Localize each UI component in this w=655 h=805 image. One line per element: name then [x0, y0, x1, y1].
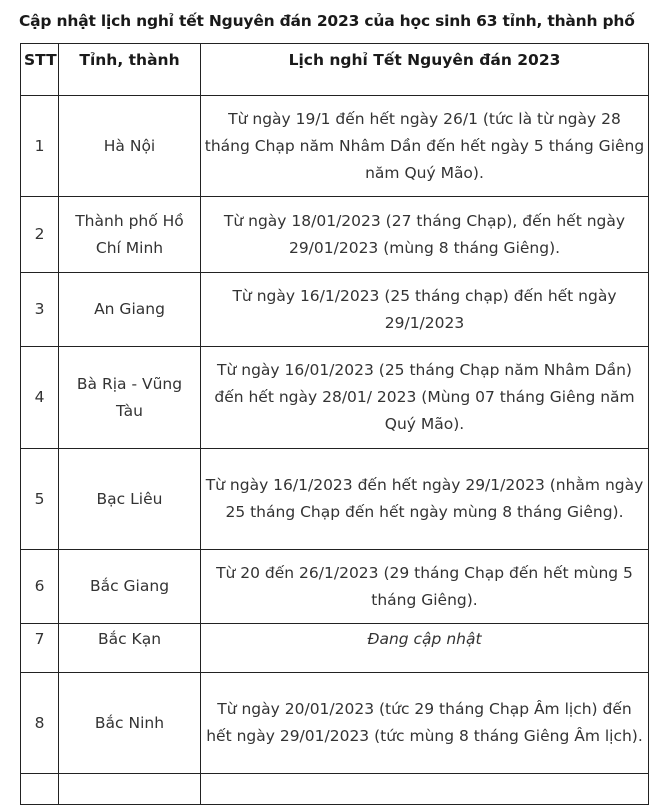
cell-province: Thành phố Hồ Chí Minh: [59, 197, 201, 273]
cell-schedule: Từ ngày 19/1 đến hết ngày 26/1 (tức là từ ngày 28 tháng Chạp năm Nhâm Dần đến hết ngày 5 tháng Giêng năm Quý Mão).: [201, 96, 649, 197]
cell-schedule-pending: Đang cập nhật: [201, 624, 649, 673]
header-province: Tỉnh, thành: [59, 44, 201, 96]
cell-schedule: Từ 20 đến 26/1/2023 (29 tháng Chạp đến hết mùng 5 tháng Giêng).: [201, 550, 649, 624]
cell-province: Bạc Liêu: [59, 449, 201, 550]
holiday-schedule-table: [20, 43, 649, 805]
cell-schedule: Từ ngày 16/1/2023 (25 tháng chạp) đến hết ngày 29/1/2023: [201, 273, 649, 347]
cell-schedule: Từ ngày 16/1/2023 đến hết ngày 29/1/2023 (nhằm ngày 25 tháng Chạp đến hết ngày mùng 8 tháng Giêng).: [201, 449, 649, 550]
cell-stt: 7: [21, 624, 59, 673]
cell-schedule: [201, 774, 649, 805]
table-row: [21, 449, 649, 550]
cell-schedule: Từ ngày 18/01/2023 (27 tháng Chạp), đến hết ngày 29/01/2023 (mùng 8 tháng Giêng).: [201, 197, 649, 273]
cell-stt: 1: [21, 96, 59, 197]
table-row: [21, 197, 649, 273]
header-stt: STT: [21, 44, 59, 96]
table-row: [21, 347, 649, 449]
cell-stt: 5: [21, 449, 59, 550]
cell-stt: 6: [21, 550, 59, 624]
table-row: [21, 96, 649, 197]
cell-province: Bà Rịa - Vũng Tàu: [59, 347, 201, 449]
cell-province: An Giang: [59, 273, 201, 347]
table-row: [21, 550, 649, 624]
cell-stt: 4: [21, 347, 59, 449]
cell-province: Bắc Ninh: [59, 673, 201, 774]
cell-stt: [21, 774, 59, 805]
table-row: [21, 673, 649, 774]
cell-stt: 2: [21, 197, 59, 273]
cell-schedule: Từ ngày 20/01/2023 (tức 29 tháng Chạp Âm lịch) đến hết ngày 29/01/2023 (tức mùng 8 tháng Giêng Âm lịch).: [201, 673, 649, 774]
header-schedule: Lịch nghỉ Tết Nguyên đán 2023: [201, 44, 649, 96]
table-header-row: [21, 44, 649, 96]
table-row: [21, 273, 649, 347]
table-row: [21, 774, 649, 805]
cell-schedule: Từ ngày 16/01/2023 (25 tháng Chạp năm Nhâm Dần) đến hết ngày 28/01/ 2023 (Mùng 07 tháng Giêng năm Quý Mão).: [201, 347, 649, 449]
cell-stt: 3: [21, 273, 59, 347]
cell-province: [59, 774, 201, 805]
cell-stt: 8: [21, 673, 59, 774]
page-title: Cập nhật lịch nghỉ tết Nguyên đán 2023 của học sinh 63 tỉnh, thành phố: [19, 12, 635, 30]
cell-province: Bắc Kạn: [59, 624, 201, 673]
table-row: [21, 624, 649, 673]
cell-province: Hà Nội: [59, 96, 201, 197]
cell-province: Bắc Giang: [59, 550, 201, 624]
